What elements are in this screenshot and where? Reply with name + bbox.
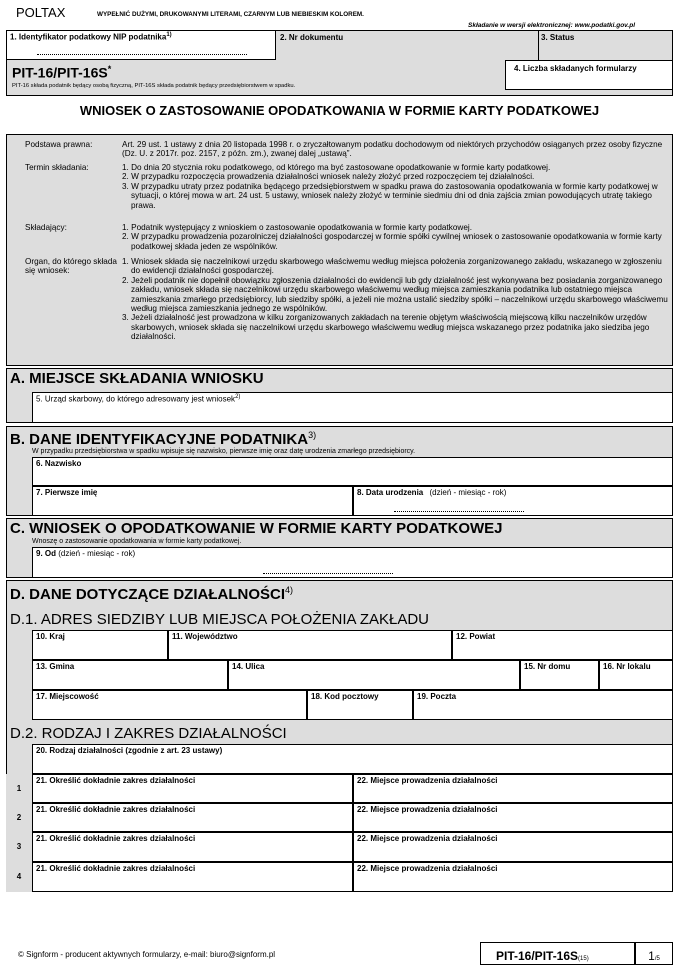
deadline-item: 1. Do dnia 20 stycznia roku podatkowego, od którego ma być zastosowane opodatkowanie w formie karty podatkowej. [122,163,551,172]
postal-code-label: 18. Kod pocztowy [311,692,379,701]
activity-scope-field[interactable] [32,832,353,862]
legal-basis-label: Podstawa prawna: [25,140,93,149]
divider-2-3 [538,30,539,60]
organ-item: 3. Jeżeli działalność jest prowadzona w kilku zorganizowanych zakładach na terenie objętym właściwością miejscową kilku naczelników urzędów skarbowych, wniosek składa się naczelnikowi urzędu skarbowego właściwemu według miejsca wskazanego przez podatnika jako siedziba jego działalności. [122,313,650,342]
form-code-subtitle: PIT-16 składa podatnik będący osobą fizyczną, PIT-16S składa podatnik będący przedsiębiorstwem w spadku. [12,83,296,89]
activity-row-number: 1 [6,774,32,803]
country-field[interactable] [32,630,168,660]
activity-scope-label: 21. Określić dokładnie zakres działalności [36,864,196,873]
activity-place-field[interactable] [353,862,673,892]
activity-place-label: 22. Miejsce prowadzenia działalności [357,805,498,814]
house-number-label: 15. Nr domu [524,662,571,671]
country-label: 10. Kraj [36,632,65,641]
legal-basis-text: Art. 29 ust. 1 ustawy z dnia 20 listopada 1998 r. o zryczałtowanym podatku dochodowym od niektórych przychodów osiąganych przez osoby fizyczne (Dz. U. z 2017r. poz. 2157, z późn. zm.), zwanej dalej „ustawą”. [122,140,663,159]
footer-version: (15) [578,956,589,962]
street-label: 14. Ulica [232,662,265,671]
birth-date-dots [394,508,524,512]
activity-row-number: 4 [6,862,32,892]
section-b-title: B. DANE IDENTYFIKACYJNE PODATNIKA$^{3)}$ [10,430,317,448]
apartment-number-label: 16. Nr lokalu [603,662,651,671]
section-d-title: D. DANE DOTYCZĄCE DZIAŁALNOŚCI$^{4)}$ [10,585,294,603]
footer-form-code: PIT-16/PIT-16S [496,949,579,963]
brand: POLTAX [16,5,66,20]
nip-field[interactable] [6,30,276,60]
activity-place-label: 22. Miejsce prowadzenia działalności [357,864,498,873]
start-date-field[interactable] [32,547,673,578]
deadline-label: Termin składania: [25,163,89,172]
copyright: © Signform - producent aktywnych formularzy, e-mail: biuro@signform.pl [18,950,276,959]
page-total: /5 [654,956,660,962]
submitter-label: Składający: [25,223,67,232]
activity-place-field[interactable] [353,774,673,803]
section-d1-title: D.1. ADRES SIEDZIBY LUB MIEJSCA POŁOŻENIA ZAKŁADU [10,611,430,628]
fill-instruction: WYPEŁNIĆ DUŻYMI, DRUKOWANYMI LITERAMI, CZARNYM LUB NIEBIESKIM KOLOREM. [97,11,364,18]
activity-type-label: 20. Rodzaj działalności (zgodnie z art. 23 ustawy) [36,746,223,755]
surname-label: 6. Nazwisko [36,459,82,468]
page-title: WNIOSEK O ZASTOSOWANIE OPODATKOWANIA W FORMIE KARTY PODATKOWEJ [79,103,600,118]
apartment-number-field[interactable] [599,660,673,690]
street-field[interactable] [228,660,520,690]
section-b-note: W przypadku przedsiębiorstwa w spadku wpisuje się nazwisko, pierwsze imię oraz datę urodzenia zmarłego przedsiębiorcy. [32,448,416,455]
activity-row-number: 3 [6,832,32,862]
tax-office-field[interactable] [32,392,673,423]
section-a-title: A. MIEJSCE SKŁADANIA WNIOSKU [10,370,264,387]
activity-place-field[interactable] [353,803,673,832]
activity-scope-label: 21. Określić dokładnie zakres działalności [36,805,196,814]
activity-type-field[interactable] [32,744,673,774]
first-name-label: 7. Pierwsze imię [36,488,98,497]
electronic-filing-note: Składanie w wersji elektronicznej: www.podatki.gov.pl [468,22,635,29]
submitter-list [122,223,670,251]
city-field[interactable] [32,690,307,720]
activity-scope-label: 21. Określić dokładnie zakres działalności [36,834,196,843]
section-c-title: C. WNIOSEK O OPODATKOWANIE W FORMIE KARTY PODATKOWEJ [10,520,503,537]
deadline-item: 2. W przypadku rozpoczęcia prowadzenia działalności wniosek należy złożyć przed rozpoczęciem tej działalności. [122,172,535,182]
deadline-list [122,163,670,210]
birth-date-field[interactable] [353,486,673,516]
activity-place-field[interactable] [353,832,673,862]
birth-date-label: 8. Data urodzenia (dzień - miesiąc - rok) [357,488,507,497]
activity-scope-field[interactable] [32,774,353,803]
voivodeship-label: 11. Województwo [172,632,238,641]
first-name-field[interactable] [32,486,353,516]
status-label: 3. Status [541,33,575,42]
start-date-dots [263,570,393,574]
organ-label: Organ, do którego składa się wniosek: [25,257,117,276]
voivodeship-field[interactable] [168,630,452,660]
info-box [6,134,673,366]
footer-code-box [480,942,635,965]
postal-code-field[interactable] [307,690,413,720]
county-field[interactable] [452,630,673,660]
county-label: 12. Powiat [456,632,496,641]
section-c-note: Wnoszę o zastosowanie opodatkowania w formie karty podatkowej. [32,538,242,545]
start-date-label: 9. Od (dzień - miesiąc - rok) [36,549,136,558]
surname-field[interactable] [32,457,673,486]
nip-dots [37,51,247,55]
deadline-item: 3. W przypadku utraty przez podatnika będącego przedsiębiorstwem w spadku prawa do zastosowania opodatkowania w formie karty podatkowej w sytuacji, o której mowa w art. 24 ust. 5 ustawy, wniosek należy złożyć w terminie siedmiu dni od dnia zajścia zmian powodujących utratę takiego prawa. [122,181,658,210]
submitter-item: 1. Podatnik występujący z wnioskiem o zastosowanie opodatkowania w formie karty podatkowej. [122,223,472,232]
activity-scope-field[interactable] [32,862,353,892]
section-d2-title: D.2. RODZAJ I ZAKRES DZIAŁALNOŚCI [10,725,287,742]
organ-item: 2. Jeżeli podatnik nie dopełnił obowiązku zgłoszenia działalności do ewidencji lub gdy działalność jest wykonywana bez posiadania zorganizowanego zakładu, wniosek składa się naczelnikowi urzędu skarbowego właściwemu według miejsca zamieszkania podatnika lub ostatniego miejsca zamieszkania zmarłego przedsiębiorcy, lub siedziby spółki, a jeżeli nie można ustalić siedziby spółki – naczelnikowi urzędu skarbowego właściwemu według miejsca zamieszkania jednego ze wspólników. [122,275,668,314]
house-number-field[interactable] [520,660,599,690]
form-code: PIT-16/PIT-16S* [12,64,112,81]
activity-row-number: 2 [6,803,32,832]
page-number-box [635,942,673,965]
forms-count-label: 4. Liczba składanych formularzy [514,64,637,73]
tax-office-label: 5. Urząd skarbowy, do którego adresowany jest wniosek$^{2)}$ [36,394,241,404]
document-number-label: 2. Nr dokumentu [280,33,344,42]
organ-list [122,257,670,342]
activity-scope-field[interactable] [32,803,353,832]
page-number: 1 [648,949,655,963]
post-office-field[interactable] [413,690,673,720]
submitter-item: 2. W przypadku prowadzenia pozarolniczej działalności gospodarczej w formie spółki cywilnej wniosek o zastosowanie opodatkowania w formie karty podatkowej składa jeden ze wspólników. [122,232,662,251]
city-label: 17. Miejscowość [36,692,99,701]
forms-count-field[interactable] [505,60,673,90]
municipality-field[interactable] [32,660,228,690]
activity-place-label: 22. Miejsce prowadzenia działalności [357,776,498,785]
organ-item: 1. Wniosek składa się naczelnikowi urzędu skarbowego właściwemu według miejsca położenia zorganizowanego zakładu, wskazanego w zgłoszeniu do ewidencji działalności gospodarczej. [122,257,662,276]
municipality-label: 13. Gmina [36,662,75,671]
activity-scope-label: 21. Określić dokładnie zakres działalności [36,776,196,785]
nip-label: 1. Identyfikator podatkowy NIP podatnika$^{1)}$ [10,32,172,42]
post-office-label: 19. Poczta [417,692,457,701]
activity-place-label: 22. Miejsce prowadzenia działalności [357,834,498,843]
